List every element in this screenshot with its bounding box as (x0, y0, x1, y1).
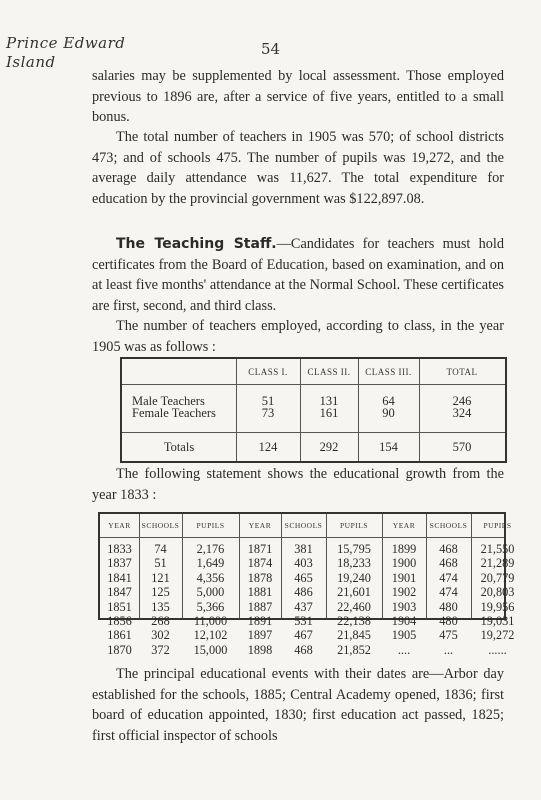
growth-cell: 480 (439, 614, 458, 629)
header-class-3: CLASS III. (365, 367, 412, 377)
growth-header-4: SCHOOLS (284, 521, 323, 530)
growth-cell: ...... (488, 642, 507, 657)
paragraph-6: The principal educational events with their dates are—Arbor day established for the schools, 1885; Central Academy opened, 1836; first board of education appointed, 1830; first education act passed, 1825; first official inspector of schools (92, 666, 504, 744)
page-number: 54 (260, 40, 281, 58)
growth-cell: 21,845 (337, 628, 371, 643)
growth-cell: 1903 (391, 599, 417, 614)
header-total: TOTAL (446, 367, 478, 377)
teachers-table (120, 357, 507, 463)
growth-cell: 403 (294, 556, 313, 571)
growth-cell: 135 (151, 599, 170, 614)
growth-cell: 1878 (247, 570, 273, 585)
growth-cell: .... (397, 642, 411, 657)
growth-cell: 20,803 (480, 585, 515, 600)
cell: 51 (261, 394, 275, 408)
growth-cell: 18,233 (337, 556, 371, 571)
row-label-male: Male Teachers (132, 394, 205, 408)
paragraph-salaries (92, 66, 504, 128)
growth-cell: 1904 (391, 614, 417, 629)
growth-cell: 15,795 (337, 542, 371, 556)
growth-cell: 1833 (107, 542, 132, 556)
growth-cell: 268 (151, 614, 170, 629)
growth-cell: 1901 (391, 570, 417, 585)
cell: 124 (258, 440, 278, 454)
growth-cell: 474 (439, 570, 458, 585)
growth-cell: 51 (154, 556, 167, 571)
growth-cell: 19,240 (337, 570, 371, 585)
paragraph-3: —Candidates for teachers must hold certificates from the Board of Education, based on examination, and on at least five months' attendance at the Normal School. These certificates are first, second, and third class. (92, 236, 505, 314)
cell: 246 (452, 394, 472, 408)
section-heading: The Teaching Staff. (116, 236, 277, 252)
growth-cell: 21,852 (337, 642, 371, 657)
growth-cell: 1881 (247, 585, 273, 600)
growth-cell: 21,550 (480, 542, 515, 556)
growth-cell: 381 (294, 542, 313, 556)
growth-cell: 1837 (107, 556, 132, 571)
growth-header-1: SCHOOLS (141, 521, 180, 530)
growth-header-2: PUPILS (196, 521, 225, 530)
growth-cell: 1870 (107, 642, 132, 657)
growth-cell: 2,176 (196, 542, 225, 556)
paragraph-1: salaries may be supplemented by local assessment. Those employed previous to 1896 are, after a service of five years, entitled to a small bonus. (92, 68, 504, 126)
growth-header-8: PUPILS (483, 521, 512, 530)
growth-cell: 19,956 (480, 599, 515, 614)
growth-cell: 1902 (391, 585, 417, 600)
growth-column-4 (281, 542, 326, 657)
growth-cell: 20,779 (480, 570, 515, 585)
growth-cell: 467 (294, 628, 313, 643)
paragraph-totals (92, 127, 504, 209)
growth-cell: 1851 (107, 599, 132, 614)
growth-column-3 (239, 542, 281, 657)
cell: 64 (382, 394, 395, 408)
header-class-1: CLASS I. (248, 367, 288, 377)
growth-column-1 (139, 542, 182, 657)
paragraph-growth-intro (92, 464, 504, 505)
growth-cell: 1847 (107, 585, 132, 600)
paragraph-teaching-staff (92, 234, 504, 316)
growth-column-7 (426, 542, 471, 657)
growth-cell: 1905 (391, 628, 417, 643)
growth-cell: 11,000 (193, 614, 228, 629)
growth-cell: 1887 (247, 599, 273, 614)
growth-table (98, 512, 515, 657)
header-class-2: CLASS II. (307, 367, 351, 377)
growth-cell: 5,366 (196, 599, 225, 614)
growth-cell: 21,601 (337, 585, 371, 600)
growth-cell: 302 (151, 628, 170, 643)
growth-column-8 (471, 542, 524, 657)
growth-cell: 468 (294, 642, 313, 657)
growth-header-6: YEAR (392, 521, 416, 530)
growth-cell: 531 (294, 614, 313, 629)
growth-cell: 121 (151, 570, 170, 585)
growth-header-3: YEAR (248, 521, 272, 530)
growth-cell: 1841 (107, 570, 132, 585)
growth-cell: 12,102 (193, 628, 228, 643)
growth-header-5: PUPILS (339, 521, 368, 530)
paragraph-2: The total number of teachers in 1905 was 570; of school districts 473; and of schools 475. The number of pupils was 19,272, and the average daily attendance was 11,627. The total expenditure for education by the provincial government was $122,897.08. (92, 129, 504, 207)
growth-header-7: SCHOOLS (429, 521, 468, 530)
growth-cell: 1898 (247, 642, 273, 657)
growth-cell: 486 (294, 585, 313, 600)
cell: 73 (261, 406, 275, 420)
growth-cell: 19,272 (480, 628, 515, 643)
cell: 292 (319, 440, 339, 454)
row-label-female: Female Teachers (132, 406, 216, 420)
paragraph-4: The number of teachers employed, according to class, in the year 1905 was as follows : (92, 318, 504, 355)
growth-cell: 22,460 (337, 599, 371, 614)
cell: 324 (452, 406, 472, 420)
growth-cell: 1891 (247, 614, 273, 629)
growth-cell: 1897 (247, 628, 273, 643)
paragraph-events (92, 664, 504, 746)
growth-column-2 (182, 542, 239, 657)
growth-column-0 (100, 542, 139, 657)
growth-cell: 21,289 (480, 556, 515, 571)
growth-cell: 4,356 (196, 570, 225, 585)
cell: 131 (319, 394, 339, 408)
growth-cell: 468 (439, 556, 458, 571)
cell: 90 (382, 406, 395, 420)
growth-cell: 465 (294, 570, 313, 585)
growth-column-5 (326, 542, 382, 657)
growth-column-6 (382, 542, 426, 657)
cell: 154 (379, 440, 398, 454)
cell: 570 (452, 440, 472, 454)
cell: 161 (319, 406, 339, 420)
paragraph-5: The following statement shows the educational growth from the year 1833 : (92, 466, 504, 503)
growth-cell: 480 (439, 599, 458, 614)
growth-cell: 1,649 (196, 556, 225, 571)
growth-cell: 437 (294, 599, 313, 614)
margin-note-line2: Island (6, 53, 56, 71)
growth-cell: 5,000 (196, 585, 225, 600)
growth-cell: 19,031 (480, 614, 515, 629)
growth-cell: 1871 (247, 542, 273, 556)
growth-cell: 1856 (107, 614, 132, 629)
paragraph-teachers-intro (92, 316, 504, 357)
growth-cell: 372 (151, 642, 170, 657)
growth-cell: 468 (439, 542, 458, 556)
margin-note-line1: Prince Edward (6, 34, 126, 52)
growth-cell: 15,000 (193, 642, 228, 657)
growth-header-0: YEAR (108, 521, 131, 530)
growth-cell: 475 (439, 628, 458, 643)
growth-cell: 1899 (391, 542, 417, 556)
growth-cell: 74 (154, 542, 167, 556)
growth-cell: 1874 (247, 556, 273, 571)
growth-cell: ... (443, 642, 454, 657)
growth-cell: 474 (439, 585, 458, 600)
growth-cell: 22,138 (337, 614, 371, 629)
growth-cell: 1900 (391, 556, 417, 571)
growth-cell: 1861 (107, 628, 132, 643)
growth-cell: 125 (151, 585, 170, 600)
totals-label: Totals (163, 440, 195, 454)
